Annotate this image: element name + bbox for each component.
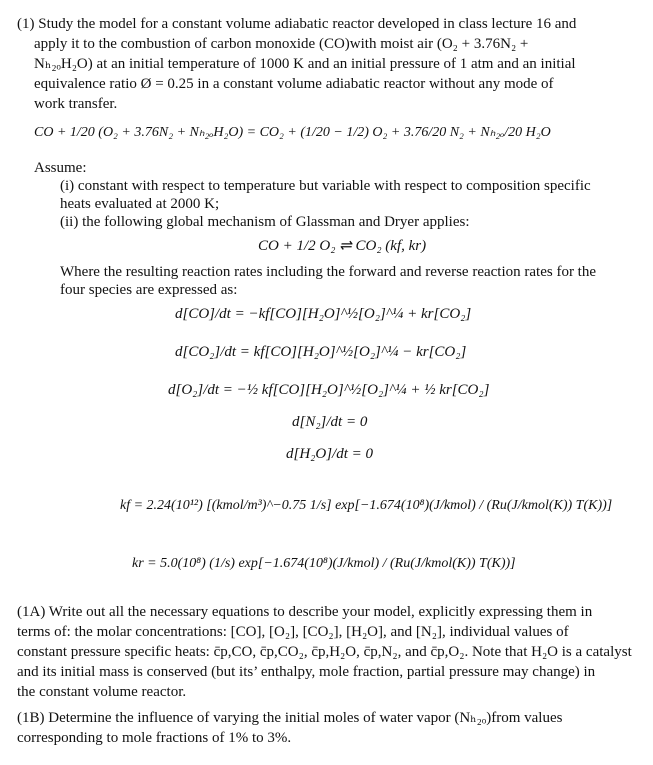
part-1a-line-1: (1A) Write out all the necessary equations to describe your model, explicitly expressing them in <box>17 604 593 620</box>
problem-intro-line-5: work transfer. <box>34 96 118 112</box>
assumption-i-line-1: (i) constant with respect to temperature but variable with respect to composition specific <box>60 178 591 194</box>
part-1a-line-4: and its initial mass is conserved (but its’ enthalpy, mole fraction, partial pressure may change) in <box>17 664 596 680</box>
rate-equation-n2: d[N₂]/dt = 0 <box>292 414 368 430</box>
rate-equation-o2: d[O₂]/dt = −½ kf[CO][H₂O]^½[O₂]^¼ + ½ kr[CO₂] <box>168 382 490 398</box>
forward-rate-constant: kf = 2.24(10¹²) [(kmol/m³)^−0.75 1/s] exp[−1.674(10⁸)(J/kmol) / (Ru(J/kmol(K)) T(K))] <box>120 498 613 513</box>
rates-intro-line-1: Where the resulting reaction rates including the forward and reverse reaction rates for the <box>60 264 597 280</box>
rate-equation-h2o: d[H₂O]/dt = 0 <box>286 446 374 462</box>
main-reaction-equation: CO + 1/20 (O₂ + 3.76N₂ + Nₕ₂ₒH₂O) = CO₂ + (1/20 − 1/2) O₂ + 3.76/20 N₂ + Nₕ₂ₒ/20 H₂O <box>34 125 551 140</box>
problem-intro-line-1: (1) Study the model for a constant volume adiabatic reactor developed in class lecture 16 and <box>17 16 577 32</box>
part-1a-line-5: the constant volume reactor. <box>17 684 187 700</box>
part-1b-line-1: (1B) Determine the influence of varying the initial moles of water vapor (Nₕ₂ₒ)from values <box>17 710 563 726</box>
problem-intro-line-3: Nₕ₂ₒH₂O) at an initial temperature of 1000 K and an initial pressure of 1 atm and an initial <box>34 56 576 72</box>
part-1a-line-3: constant pressure specific heats: c̄p,CO, c̄p,CO₂, c̄p,H₂O, c̄p,N₂, and c̄p,O₂. Note that H₂O is a catalyst <box>17 644 632 660</box>
reverse-rate-constant: kr = 5.0(10⁸) (1/s) exp[−1.674(10⁸)(J/kmol) / (Ru(J/kmol(K)) T(K))] <box>132 556 516 571</box>
rate-equation-co2: d[CO₂]/dt = kf[CO][H₂O]^½[O₂]^¼ − kr[CO₂] <box>175 344 467 360</box>
assumption-i-line-2: heats evaluated at 2000 K; <box>60 196 220 212</box>
part-1a-line-2: terms of: the molar concentrations: [CO], [O₂], [CO₂], [H₂O], and [N₂], individual values of <box>17 624 569 640</box>
part-1b-line-2: corresponding to mole fractions of 1% to 3%. <box>17 730 292 746</box>
problem-intro-line-4: equivalence ratio Ø = 0.25 in a constant volume adiabatic reactor without any mode of <box>34 76 554 92</box>
global-mechanism-equation: CO + 1/2 O₂ ⇌ CO₂ (kf, kr) <box>258 238 427 254</box>
assumption-ii: (ii) the following global mechanism of Glassman and Dryer applies: <box>60 214 470 230</box>
rate-equation-co: d[CO]/dt = −kf[CO][H₂O]^½[O₂]^¼ + kr[CO₂] <box>175 306 472 322</box>
rates-intro-line-2: four species are expressed as: <box>60 282 238 298</box>
assume-label: Assume: <box>34 160 87 176</box>
problem-intro-line-2: apply it to the combustion of carbon monoxide (CO)with moist air (O₂ + 3.76N₂ + <box>34 36 529 52</box>
